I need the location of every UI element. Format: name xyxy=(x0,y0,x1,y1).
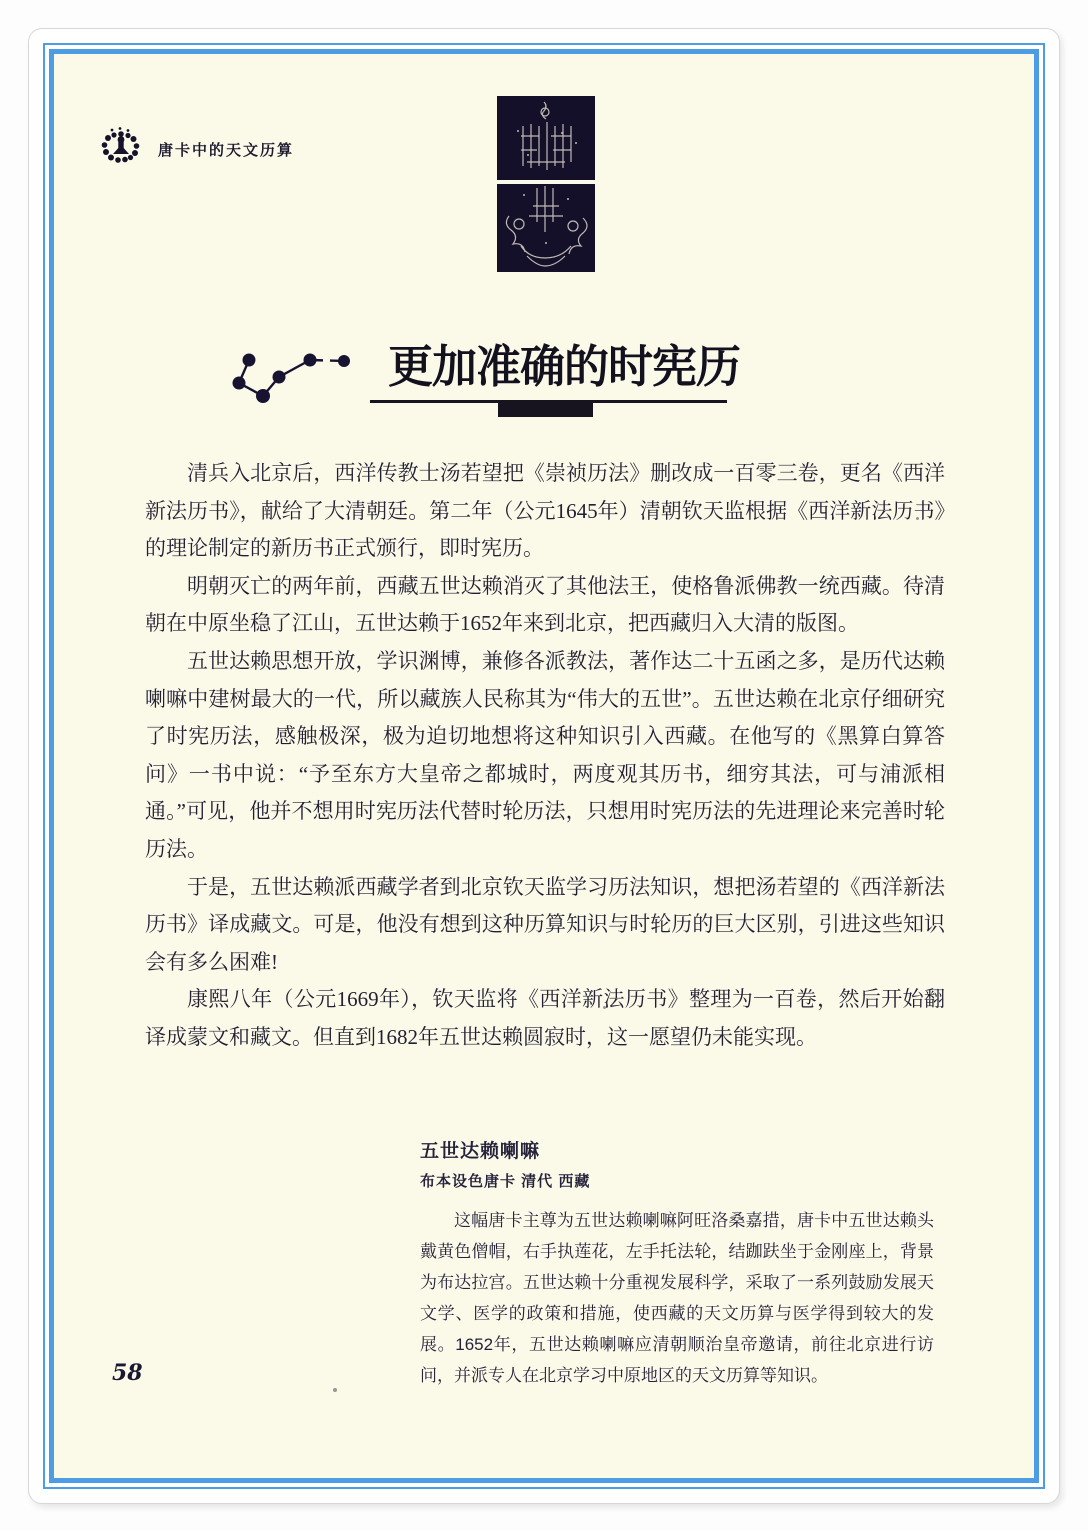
chapter-header-label: 唐卡中的天文历算 xyxy=(158,142,295,159)
figure-caption xyxy=(420,1136,934,1391)
page-title: 更加准确的时宪历 xyxy=(388,342,741,392)
scan-speck xyxy=(603,1006,606,1009)
article-paragraph: 于是，五世达赖派西藏学者到北京钦天监学习历法知识，想把汤若望的《西洋新法历书》译成藏文。可是，他没有想到这种历算知识与时轮历的巨大区别，引进这些知识会有多么困难! xyxy=(145,874,945,974)
scan-speck xyxy=(916,517,919,520)
constellation-icon xyxy=(228,340,358,415)
caption-subtitle: 布本设色唐卡 清代 西藏 xyxy=(420,1173,591,1190)
title-underline xyxy=(370,400,727,418)
article-paragraph: 清兵入北京后，西洋传教士汤若望把《崇祯历法》删改成一百零三卷，更名《西洋新法历书》，献给了大清朝廷。第二年（公元1645年）清朝钦天监根据《西洋新法历书》的理论制定的新历书正式颁行，即时宪历。 xyxy=(145,461,945,561)
article-paragraph: 五世达赖思想开放，学识渊博，兼修各派教法，著作达二十五函之多，是历代达赖喇嘛中建树最大的一代，所以藏族人民称其为“伟大的五世”。五世达赖在北京仔细研究了时宪历法，感触极深，极为迫切地想将这种知识引入西藏。在他写的《黑算白算答问》一书中说：“予至东方大皇帝之都城时，两度观其历书，细穷其法，可与浦派相通。”可见，他并不想用时宪历法代替时轮历法，只想用时宪历法的先进理论来完善时轮历法。 xyxy=(145,648,945,861)
inner-blue-frame xyxy=(49,49,1039,1483)
title-underline-bar xyxy=(498,401,593,417)
scan-speck xyxy=(333,1388,337,1392)
brand-logo-icon xyxy=(98,126,144,173)
caption-description: 这幅唐卡主尊为五世达赖喇嘛阿旺洛桑嘉措，唐卡中五世达赖头戴黄色僧帽，右手执莲花，左手托法轮，结跏趺坐于金刚座上，背景为布达拉宫。五世达赖十分重视发展科学，采取了一系列鼓励发展天文学、医学的政策和措施，使西藏的天文历算与医学得到较大的发展。1652年，五世达赖喇嘛应清朝顺治皇帝邀请，前往北京进行访问，并派专人在北京学习中原地区的天文历算等知识。 xyxy=(420,1211,934,1385)
caption-title: 五世达赖喇嘛 xyxy=(420,1141,541,1162)
page-number: 58 xyxy=(112,1360,143,1386)
page-content xyxy=(49,49,1039,1483)
article-body xyxy=(145,455,945,1057)
seal-stamp-image xyxy=(497,96,595,277)
article-paragraph: 明朝灭亡的两年前，西藏五世达赖消灭了其他法王，使格鲁派佛教一统西藏。待清朝在中原坐稳了江山，五世达赖于1652年来到北京，把西藏归入大清的版图。 xyxy=(145,573,945,636)
book-page xyxy=(28,28,1060,1504)
article-paragraph: 康熙八年（公元1669年），钦天监将《西洋新法历书》整理为一百卷，然后开始翻译成蒙文和藏文。但直到1682年五世达赖圆寂时，这一愿望仍未能实现。 xyxy=(145,987,945,1049)
chapter-header xyxy=(98,126,294,173)
